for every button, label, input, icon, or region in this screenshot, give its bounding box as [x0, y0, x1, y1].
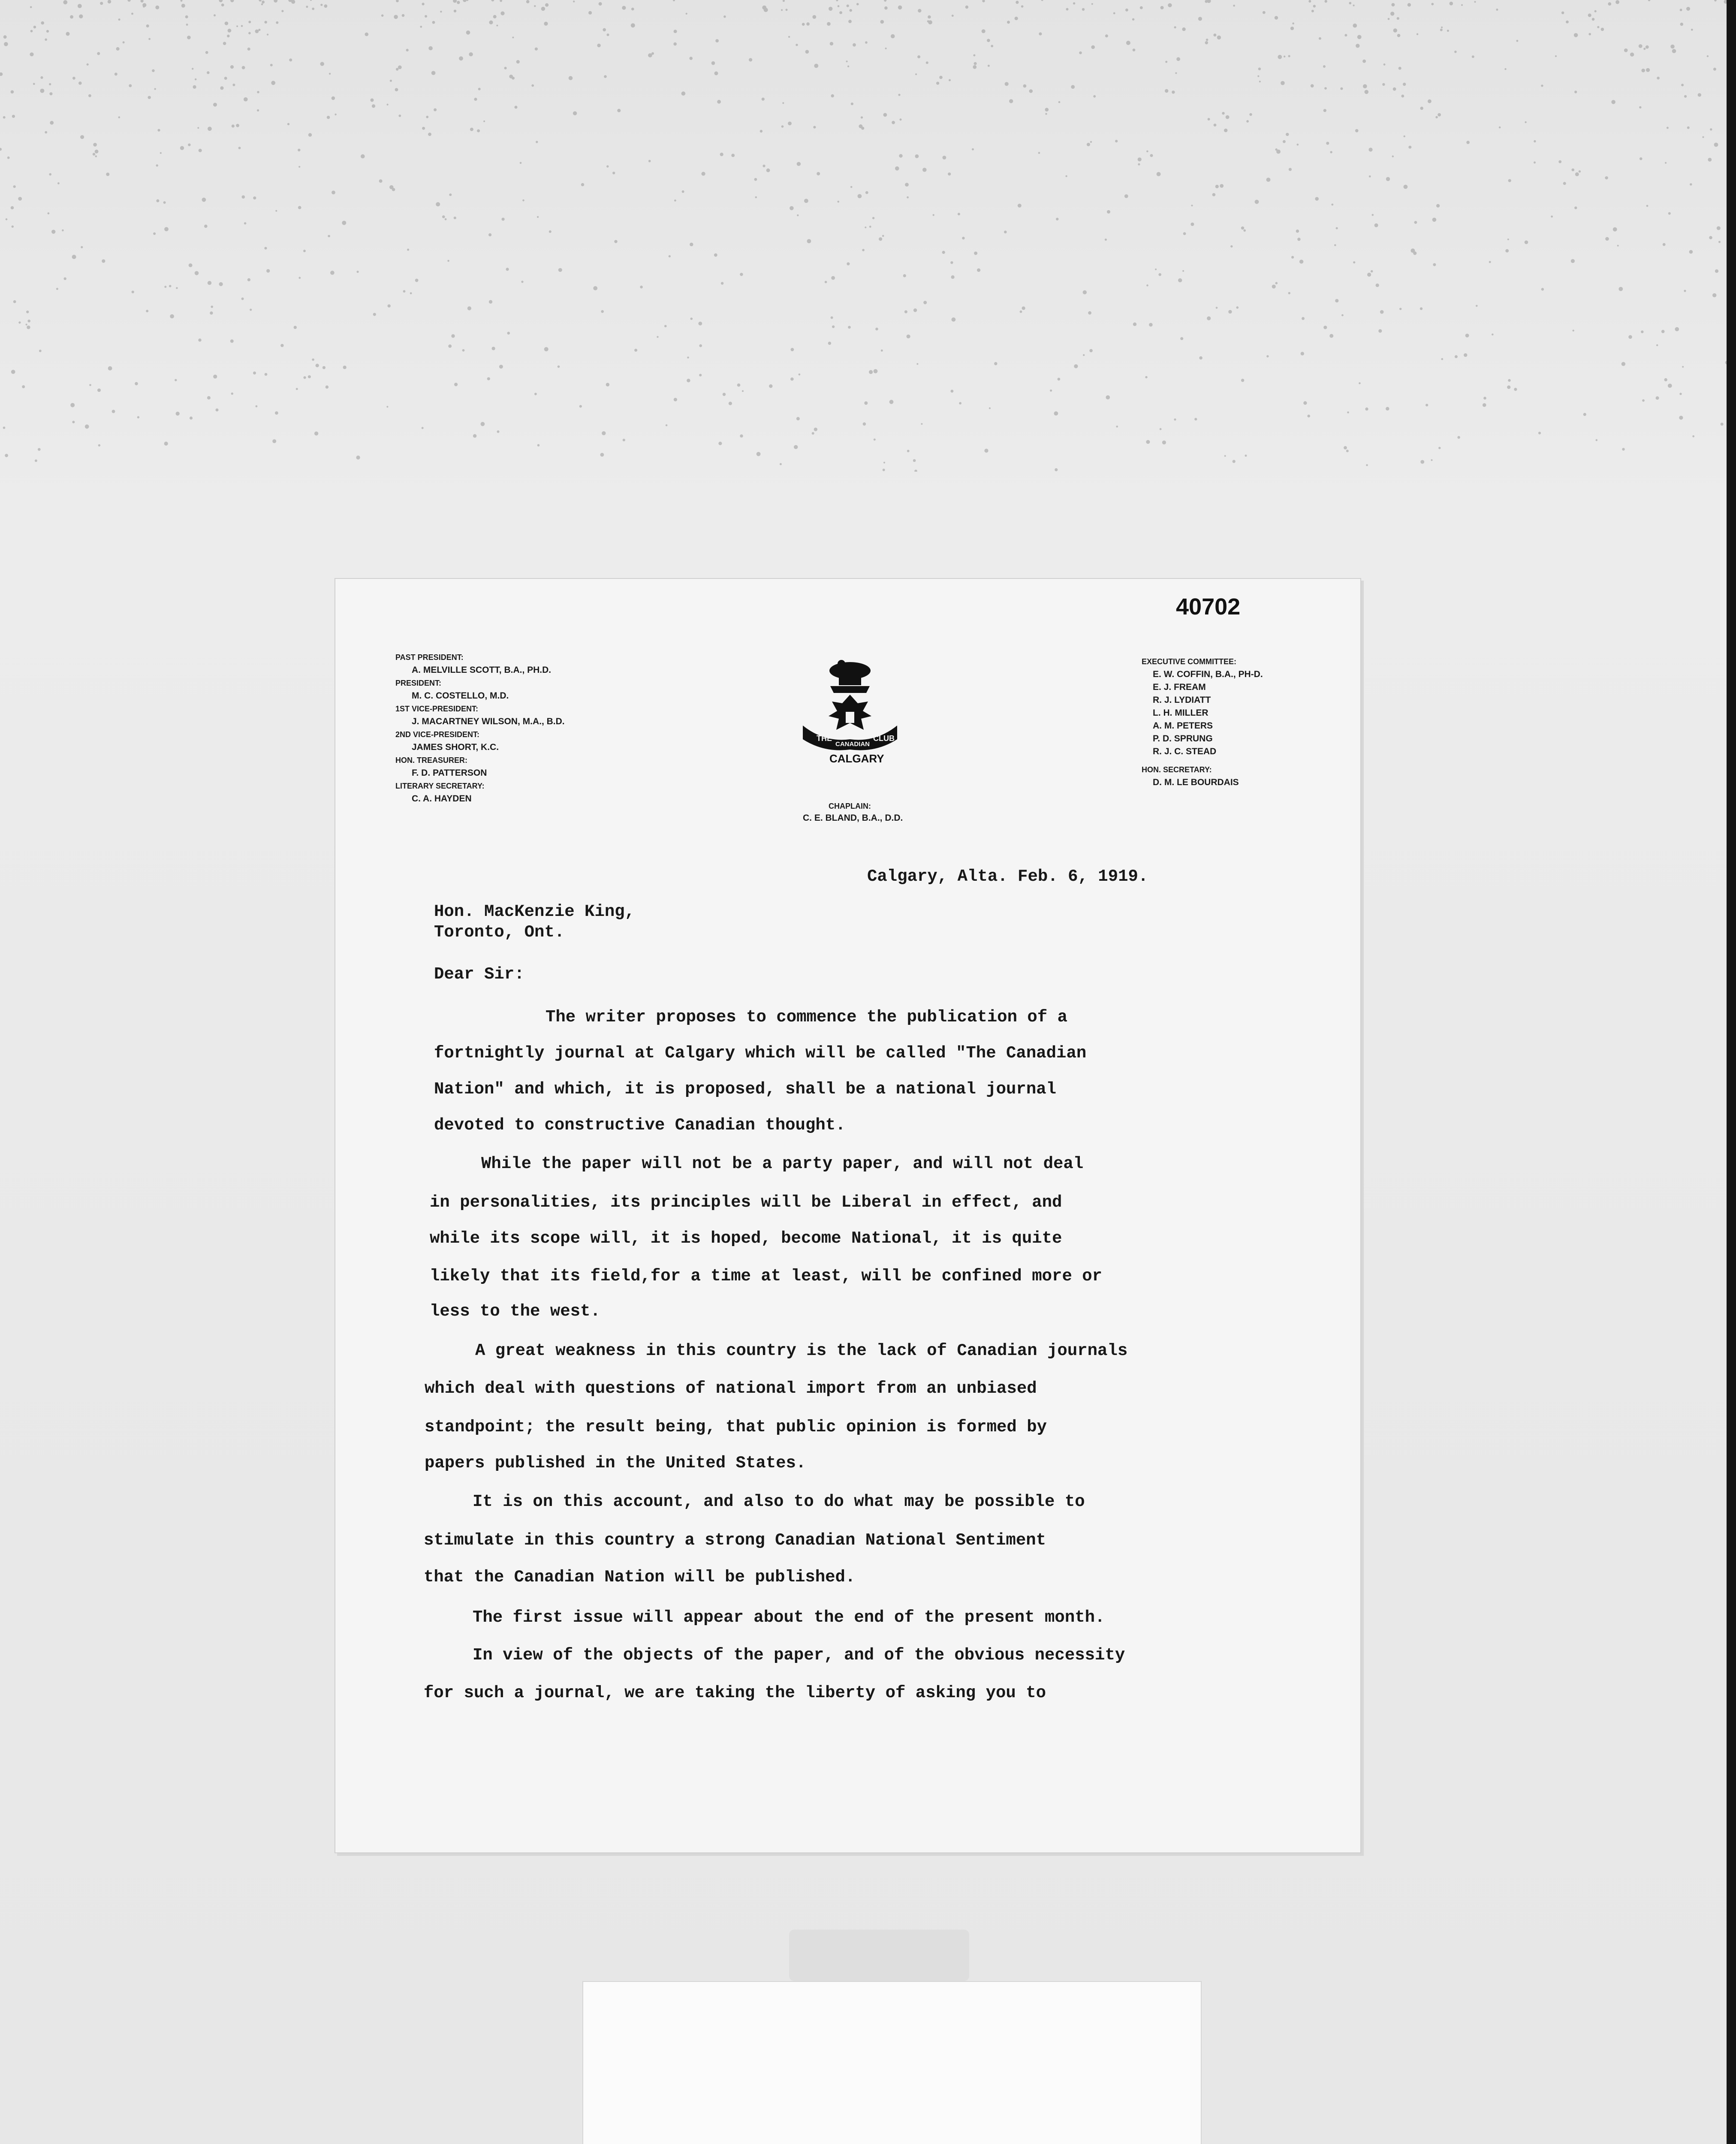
crest-city: CALGARY [829, 752, 884, 765]
officer-label: PRESIDENT: [395, 679, 442, 687]
canadian-club-crest-logo [794, 652, 906, 768]
officer-label: 2ND VICE-PRESIDENT: [395, 730, 480, 739]
executive-member: R. J. C. STEAD [1153, 747, 1217, 756]
salutation: Dear Sir: [434, 965, 524, 984]
crest-ribbon-club: CLUB [873, 734, 895, 743]
officer-name: C. A. HAYDEN [412, 794, 472, 804]
letter-line: less to the west. [430, 1302, 600, 1321]
letter-line: for such a journal, we are taking the liberty of asking you to [424, 1683, 1046, 1702]
officer-label: 1ST VICE-PRESIDENT: [395, 705, 479, 713]
officer-name: JAMES SHORT, K.C. [412, 742, 499, 752]
letter-line: A great weakness in this country is the lack of Canadian journals [475, 1341, 1128, 1360]
letter-line: In view of the objects of the paper, and of the obvious necessity [473, 1646, 1125, 1665]
letter-line: Nation" and which, it is proposed, shall be a national journal [434, 1080, 1057, 1099]
letter-line: While the paper will not be a party paper, and will not deal [481, 1154, 1084, 1173]
addressee-line: Toronto, Ont. [434, 923, 565, 942]
officer-label: HON. TREASURER: [395, 756, 468, 765]
crest-ribbon-the: THE [817, 734, 832, 743]
letter-line: papers published in the United States. [425, 1454, 806, 1472]
executive-member: E. J. FREAM [1153, 682, 1206, 692]
executive-member: R. J. LYDIATT [1153, 695, 1211, 705]
crest-ribbon-canadian: CANADIAN [835, 741, 870, 748]
film-edge [1727, 0, 1736, 2144]
letter-line: in personalities, its principles will be Liberal in effect, and [430, 1193, 1062, 1212]
letter-page [335, 578, 1361, 1853]
secretary-label: HON. SECRETARY: [1142, 765, 1212, 774]
executive-member: P. D. SPRUNG [1153, 734, 1213, 744]
archive-reference-card [582, 1981, 1202, 2144]
officer-name: A. MELVILLE SCOTT, B.A., PH.D. [412, 665, 552, 675]
letter-line: The first issue will appear about the end of the present month. [473, 1608, 1105, 1627]
executive-member: E. W. COFFIN, B.A., PH-D. [1153, 669, 1263, 679]
executive-label: EXECUTIVE COMMITTEE: [1142, 657, 1237, 666]
letter-line: fortnightly journal at Calgary which will be called "The Canadian [434, 1044, 1087, 1063]
chaplain-label: CHAPLAIN: [829, 802, 871, 810]
chaplain-name: C. E. BLAND, B.A., D.D. [803, 813, 903, 823]
letter-line: standpoint; the result being, that public opinion is formed by [425, 1418, 1047, 1436]
document-number: 40702 [1176, 594, 1241, 620]
letter-line: It is on this account, and also to do what may be possible to [473, 1492, 1085, 1511]
officer-label: LITERARY SECRETARY: [395, 782, 485, 790]
letter-line: devoted to constructive Canadian thought. [434, 1116, 846, 1135]
officer-label: PAST PRESIDENT: [395, 653, 464, 662]
officer-name: J. MACARTNEY WILSON, M.A., B.D. [412, 717, 565, 726]
letter-line: while its scope will, it is hoped, become National, it is quite [430, 1229, 1062, 1248]
letter-date: Calgary, Alta. Feb. 6, 1919. [867, 867, 1148, 886]
card-holder-tab [789, 1930, 969, 1981]
letter-line: stimulate in this country a strong Canadian National Sentiment [424, 1531, 1046, 1550]
addressee-line: Hon. MacKenzie King, [434, 902, 635, 921]
executive-member: L. H. MILLER [1153, 708, 1209, 718]
letter-line: which deal with questions of national import from an unbiased [425, 1379, 1037, 1398]
executive-member: A. M. PETERS [1153, 721, 1213, 731]
officer-name: F. D. PATTERSON [412, 768, 487, 778]
letter-line: that the Canadian Nation will be published. [424, 1568, 856, 1587]
letter-line: likely that its field,for a time at least, will be confined more or [430, 1267, 1103, 1286]
film-speckle-texture [0, 0, 1736, 472]
letter-line: The writer proposes to commence the publication of a [546, 1008, 1067, 1027]
officer-name: M. C. COSTELLO, M.D. [412, 691, 509, 701]
secretary-name: D. M. LE BOURDAIS [1153, 777, 1239, 787]
letterhead-officers [395, 651, 565, 805]
letterhead-executive [1142, 655, 1263, 789]
